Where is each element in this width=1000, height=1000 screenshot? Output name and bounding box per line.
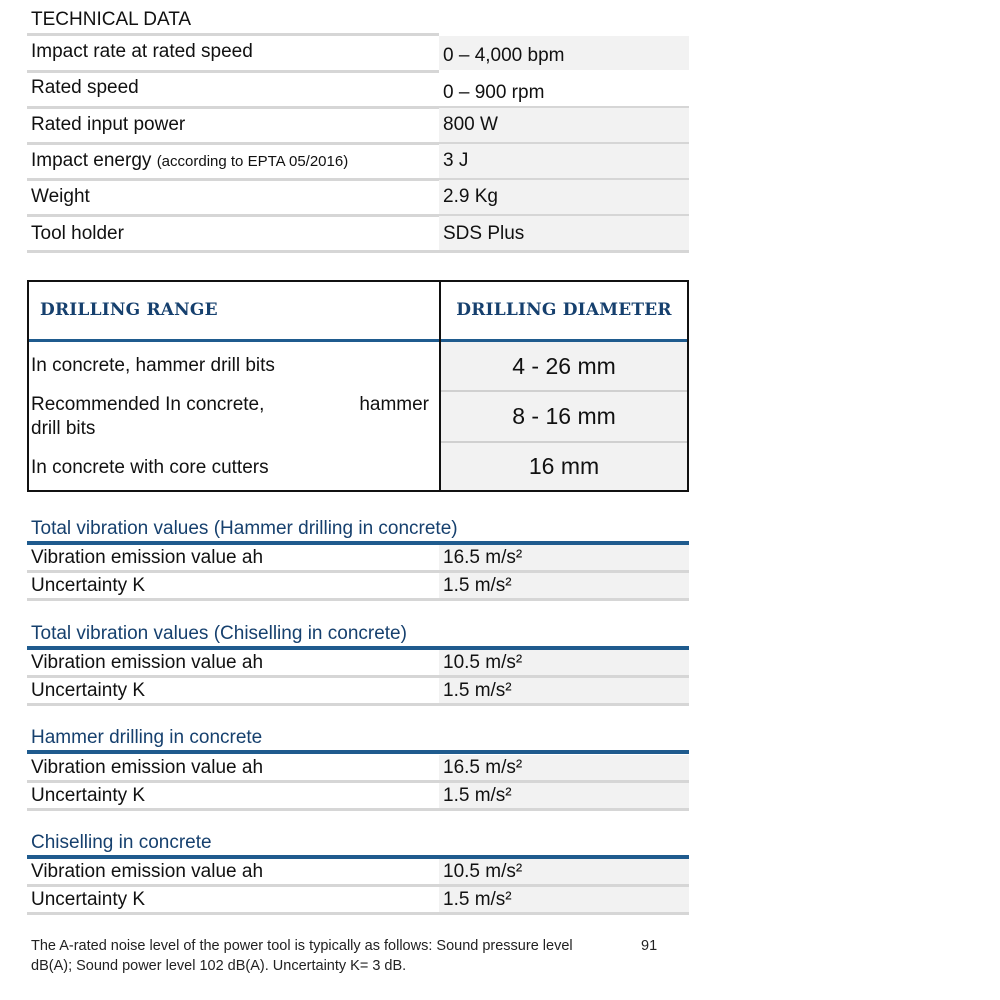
spec-row-impact-energy [27,144,689,178]
vibration-section-title: Hammer drilling in concrete [31,727,263,748]
column-divider [439,282,441,490]
drilling-range-cell: In concrete with core cutters [31,457,269,478]
spec-label: Rated input power [31,114,186,135]
vibration-row: Vibration emission value ah 10.5 m/s² [27,859,689,884]
spec-row-rated-speed [27,72,689,106]
drilling-diameter-cell: 4 - 26 mm [441,342,687,390]
spec-value: 0 – 4,000 bpm [443,45,565,66]
spec-value: 2.9 Kg [443,186,498,207]
drilling-range-cell: Recommended In concrete, hammer drill bits [31,394,429,439]
spec-row-input-power [27,108,689,142]
drilling-diameter-cell: 16 mm [441,443,687,490]
noise-note: The A-rated noise level of the power tool is typically as follows: Sound pressure level 91 dB(A); Sound power level 102 dB(A). Uncertainty K= 3 dB. [31,938,658,974]
vibration-row: Vibration emission value ah 10.5 m/s² [27,650,689,675]
vibration-section-title: Total vibration values (Chiselling in concrete) [31,623,407,644]
spec-label: Rated speed [31,77,139,98]
vibration-row: Uncertainty K 1.5 m/s² [27,678,689,703]
drilling-table-header [29,282,687,340]
spec-value: SDS Plus [443,223,525,244]
spec-label: Tool holder [31,223,124,244]
technical-data-title: TECHNICAL DATA [31,9,192,30]
spec-label: Weight [31,186,90,207]
spec-value: 3 J [443,150,469,171]
spec-label: Impact rate at rated speed [31,41,253,62]
vibration-row: Uncertainty K 1.5 m/s² [27,573,689,598]
drilling-diameter-header: DRILLING DIAMETER [456,300,672,320]
vibration-section-title: Total vibration values (Hammer drilling in concrete) [31,518,458,539]
spec-row-weight [27,180,689,214]
vibration-section-title: Chiselling in concrete [31,832,212,853]
section-divider [27,750,689,754]
drilling-diameter-cell: 8 - 16 mm [441,392,687,441]
drilling-range-header: DRILLING RANGE [40,300,218,320]
spec-row-tool-holder [27,216,689,250]
spec-value: 800 W [443,114,498,135]
vibration-row: Vibration emission value ah 16.5 m/s² [27,545,689,570]
vibration-row: Uncertainty K 1.5 m/s² [27,783,689,808]
drilling-range-cell: In concrete, hammer drill bits [31,355,275,376]
noise-note-value: 91 [641,938,658,954]
vibration-row: Uncertainty K 1.5 m/s² [27,887,689,912]
drilling-table [27,280,689,492]
spec-value: 0 – 900 rpm [443,82,545,103]
vibration-row: Vibration emission value ah 16.5 m/s² [27,755,689,780]
divider [27,250,439,253]
spec-label-note: (according to EPTA 05/2016) [156,153,349,170]
spec-label: Impact energy [31,150,152,171]
spec-row-impact-rate [27,36,689,70]
